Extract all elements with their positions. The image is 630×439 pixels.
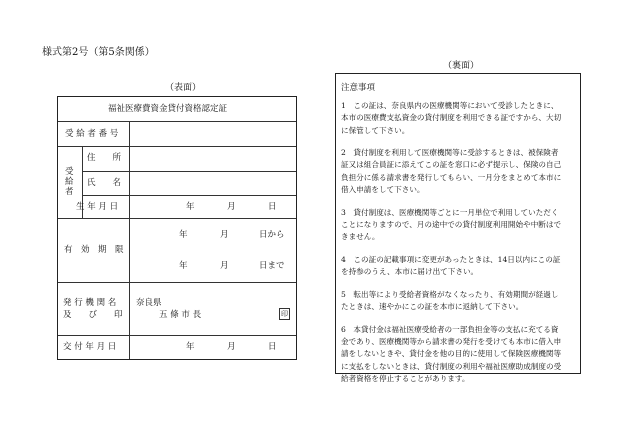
issuer-seal-label: 及 び 印 [63, 310, 123, 320]
issuer-mayor: 五 條 市 長 [159, 310, 202, 320]
back-caption: （裏面） [443, 61, 480, 71]
dob-day: 日 [268, 202, 277, 212]
certificate-title: 福祉医療費資金貸付資格認定証 [108, 104, 228, 114]
validity-from-month: 月 [220, 230, 229, 240]
certificate-front [57, 96, 297, 360]
dob-year: 年 [186, 202, 195, 212]
dob-month: 月 [227, 202, 236, 212]
address-label: 住 所 [87, 153, 122, 163]
issue-day: 日 [268, 342, 277, 352]
validity-to-day: 日まで [259, 261, 285, 271]
validity-from-year: 年 [179, 230, 188, 240]
front-caption: （表面） [165, 83, 202, 93]
form-number: 様式第2号（第5条関係） [42, 47, 155, 58]
recipient-number-label: 受 給 者 番 号 [65, 129, 119, 139]
issue-month: 月 [227, 342, 236, 352]
note-item: 5 転出等により受給者資格がなくなったり、有効期間が経過し たときは、速やかにこの証を本市に返納して下さい。 [341, 289, 559, 312]
validity-to-year: 年 [179, 261, 188, 271]
issuer-prefecture: 奈良県 [136, 298, 162, 308]
issuer-label: 発 行 機 関 名 [63, 298, 117, 308]
validity-label: 有 効 期 限 [64, 245, 124, 255]
notes-title: 注意事項 [341, 83, 376, 93]
name-label: 氏 名 [87, 178, 122, 188]
issue-date-label: 交 付 年 月 日 [63, 342, 117, 352]
issue-year: 年 [186, 342, 195, 352]
validity-to-month: 月 [220, 261, 229, 271]
validity-from-day: 日から [259, 230, 285, 240]
note-item: 4 この証の記載事項に変更があったときは、14日以内にこの証 を持参のうえ、本市に届け出て下さい。 [341, 254, 561, 277]
certificate-back [335, 73, 581, 383]
note-item: 6 本貸付金は福祉医療受給者の一部負担金等の支払に充てる資 金であり、医療機関等から請求書の発行を受けても本市に借入申 請をしないときや、貸付金を他の目的に使用して保険医療機関等 に支払をしないときは、貸付制度の利用や福祉医療助成制度の受 給者資格を停止することがあります。 [341, 324, 562, 383]
dob-label: 生 年 月 日 [76, 202, 119, 212]
note-item: 3 貸付制度は、医療機関等ごとに一月単位で利用していただく ことになりますので、月の途中での貸付制度利用開始や中断はで きません。 [341, 207, 562, 242]
recipient-label: 受給者 [65, 167, 74, 197]
note-item: 2 貸付制度を利用して医療機関等に受診するときは、被保険者 証又は組合員証に添えてこの証を窓口に必ず提示し、保険の自己 負担分に係る請求書を発行してもらい、一月分をまとめて本市に 借入申請をして下さい。 [341, 148, 562, 195]
notes-list [341, 100, 575, 395]
seal-mark: 印 [281, 310, 288, 318]
note-item: 1 この証は、奈良県内の医療機関等において受診したときに、 本市の医療費支払資金の貸付制度を利用できる証ですから、大切 に保管して下さい。 [341, 101, 562, 135]
